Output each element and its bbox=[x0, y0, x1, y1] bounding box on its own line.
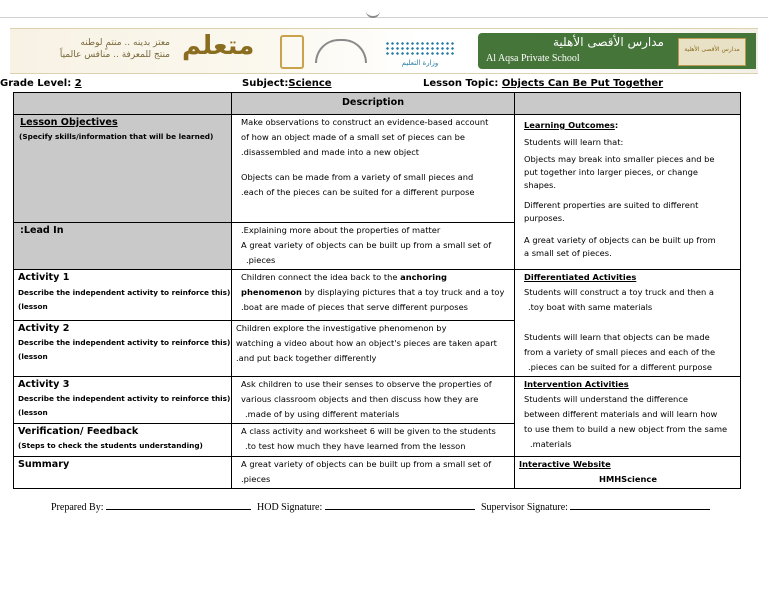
activity-3-label: Activity 3 bbox=[18, 379, 70, 390]
activity-2-desc-2: watching a video about how an object's pieces are taken apart bbox=[236, 338, 497, 348]
lead-in-label: :Lead In bbox=[20, 225, 64, 236]
outcomes-line-6: purposes. bbox=[524, 213, 565, 223]
activity-3-desc-1: Ask children to use their senses to observe the properties of bbox=[241, 379, 492, 389]
hod-signature-label: HOD Signature: bbox=[257, 502, 323, 513]
activity-1-desc-3: .boat are made of pieces that serve different purposes bbox=[241, 302, 469, 312]
page-top-rule bbox=[0, 17, 768, 18]
activity-1-desc-1-text: Children connect the idea back to the bbox=[241, 272, 401, 282]
grade-level bbox=[0, 78, 82, 89]
lesson-topic-value: Objects Can Be Put Together bbox=[501, 78, 664, 89]
supervisor-signature-label: Supervisor Signature: bbox=[481, 502, 568, 513]
verification-sub: (Steps to check the students understanding) bbox=[18, 441, 203, 450]
lesson-objectives-label: Lesson Objectives bbox=[20, 117, 118, 128]
subject-label: Subject: bbox=[242, 78, 289, 89]
ministry-logo-icon bbox=[385, 41, 455, 57]
banner-motto-line1: معتز بدينه .. منتمٍ لوطنه bbox=[80, 38, 170, 48]
verification-desc-1: A class activity and worksheet 6 will be given to the students bbox=[241, 426, 496, 436]
intervention-line-4: .materials bbox=[530, 439, 572, 449]
subject bbox=[242, 78, 332, 89]
interactive-website-link[interactable]: HMHScience bbox=[599, 474, 657, 484]
lead-in-desc-1: .Explaining more about the properties of matter bbox=[241, 225, 441, 235]
activity-1-sub-2: (lesson bbox=[18, 302, 48, 311]
arch-logo-icon bbox=[315, 39, 367, 63]
activity-2-label: Activity 2 bbox=[18, 323, 70, 334]
description-header: Description bbox=[341, 97, 405, 108]
ministry-caption: وزارة التعليم bbox=[401, 59, 439, 67]
objectives-desc-4: Objects can be made from a variety of small pieces and bbox=[241, 172, 474, 182]
differentiated-title: Differentiated Activities bbox=[524, 272, 637, 282]
differentiated-line-4: from a variety of small pieces and each of the bbox=[524, 347, 716, 357]
activity-2-sub-2: (lesson bbox=[18, 352, 48, 361]
school-name-arabic: مدارس الأقصى الأهلية bbox=[553, 35, 664, 49]
outcomes-line-4: shapes. bbox=[524, 180, 556, 190]
verification-label: Verification/ Feedback bbox=[18, 426, 139, 437]
mutaallim-emblem-icon bbox=[280, 35, 304, 69]
school-crest-text: مدارس الأقصى الأهلية bbox=[684, 46, 740, 53]
differentiated-line-1: Students will construct a toy truck and then a bbox=[524, 287, 714, 297]
hod-signature-line[interactable] bbox=[325, 500, 475, 510]
mutaallim-logo: متعلم bbox=[182, 31, 255, 61]
summary-desc-1: A great variety of objects can be built up from a small set of bbox=[241, 459, 492, 469]
activity-1-desc-2 bbox=[241, 285, 504, 300]
activity-3-desc-3: .made of by using different materials bbox=[245, 409, 400, 419]
outcomes-line-2: Objects may break into smaller pieces and be bbox=[524, 154, 715, 164]
lead-in-desc-2: A great variety of objects can be built up from a small set of bbox=[241, 240, 492, 250]
grade-level-label: Grade Level: bbox=[0, 78, 72, 89]
lesson-topic bbox=[423, 78, 663, 89]
banner-motto-line2: منتج للمعرفة .. منافس عالمياً bbox=[59, 50, 170, 60]
school-crest-icon bbox=[678, 38, 746, 66]
intervention-title: Intervention Activities bbox=[524, 379, 629, 389]
intervention-line-2: between different materials and will learn how bbox=[524, 409, 718, 419]
activity-2-sub-1: Describe the independent activity to reinforce this) bbox=[18, 338, 231, 347]
prepared-by-label: Prepared By: bbox=[51, 502, 104, 513]
activity-3-sub-1: Describe the independent activity to reinforce this) bbox=[18, 394, 231, 403]
hod-signature bbox=[257, 500, 475, 513]
grade-level-value: 2 bbox=[74, 78, 82, 89]
lead-in-outcome-2: a small set of pieces. bbox=[524, 248, 612, 258]
objectives-desc-3: .disassembled and made into a new object bbox=[241, 147, 420, 157]
subject-value: Science bbox=[288, 78, 332, 89]
activity-1-desc-2-bold: phenomenon bbox=[241, 287, 302, 297]
outcomes-line-3: put together into larger pieces, or change bbox=[524, 167, 698, 177]
banner-motto bbox=[20, 37, 170, 61]
school-name-panel bbox=[478, 33, 756, 69]
verification-desc-2: .to test how much they have learned from the lesson bbox=[245, 441, 466, 451]
school-name-english: Al Aqsa Private School bbox=[486, 53, 580, 64]
school-banner bbox=[10, 28, 758, 74]
activity-2-desc-3: .and put back together differently bbox=[236, 353, 377, 363]
learning-outcomes-title: Learning Outcomes: bbox=[524, 120, 619, 130]
activity-1-sub-1: Describe the independent activity to reinforce this) bbox=[18, 288, 231, 297]
prepared-by bbox=[51, 500, 251, 513]
activity-3-sub-2: (lesson bbox=[18, 408, 48, 417]
objectives-desc-1: Make observations to construct an evidence-based account bbox=[241, 117, 489, 127]
activity-1-desc-1 bbox=[241, 270, 447, 285]
supervisor-signature bbox=[481, 500, 710, 513]
lead-in-desc-3: .pieces bbox=[246, 255, 276, 265]
outcomes-line-1: Students will learn that: bbox=[524, 137, 624, 147]
differentiated-line-5: .pieces can be suited for a different purpose bbox=[528, 362, 712, 372]
activity-1-desc-1-bold: anchoring bbox=[400, 272, 447, 282]
summary-desc-2: .pieces bbox=[241, 474, 271, 484]
lesson-objectives-sub: (Specify skills/information that will be learned) bbox=[19, 132, 214, 141]
supervisor-signature-line[interactable] bbox=[570, 500, 710, 510]
lesson-plan-table bbox=[13, 92, 741, 489]
interactive-website-title: Interactive Website bbox=[519, 459, 611, 469]
objectives-desc-2: of how an object made of a small set of pieces can be bbox=[241, 132, 466, 142]
differentiated-line-2: .toy boat with same materials bbox=[528, 302, 653, 312]
lead-in-outcome-1: A great variety of objects can be built up from bbox=[524, 235, 716, 245]
intervention-line-3: to use them to build a new object from the same bbox=[524, 424, 728, 434]
activity-2-desc-1: Children explore the investigative phenomenon by bbox=[236, 323, 447, 333]
intervention-line-1: Students will understand the difference bbox=[524, 394, 688, 404]
activity-1-label: Activity 1 bbox=[18, 272, 70, 283]
prepared-by-line[interactable] bbox=[106, 500, 251, 510]
activity-1-desc-2-text: by displaying pictures that a toy truck and a toy bbox=[301, 287, 505, 297]
objectives-desc-5: .each of the pieces can be suited for a different purpose bbox=[241, 187, 475, 197]
learning-outcomes-title-text: Learning Outcomes bbox=[524, 120, 615, 130]
activity-3-desc-2: various classroom objects and then discuss how they are bbox=[241, 394, 479, 404]
differentiated-line-3: Students will learn that objects can be made bbox=[524, 332, 710, 342]
lesson-topic-label: Lesson Topic: bbox=[423, 78, 499, 89]
outcomes-line-5: Different properties are suited to different bbox=[524, 200, 699, 210]
summary-label: Summary bbox=[18, 459, 70, 470]
